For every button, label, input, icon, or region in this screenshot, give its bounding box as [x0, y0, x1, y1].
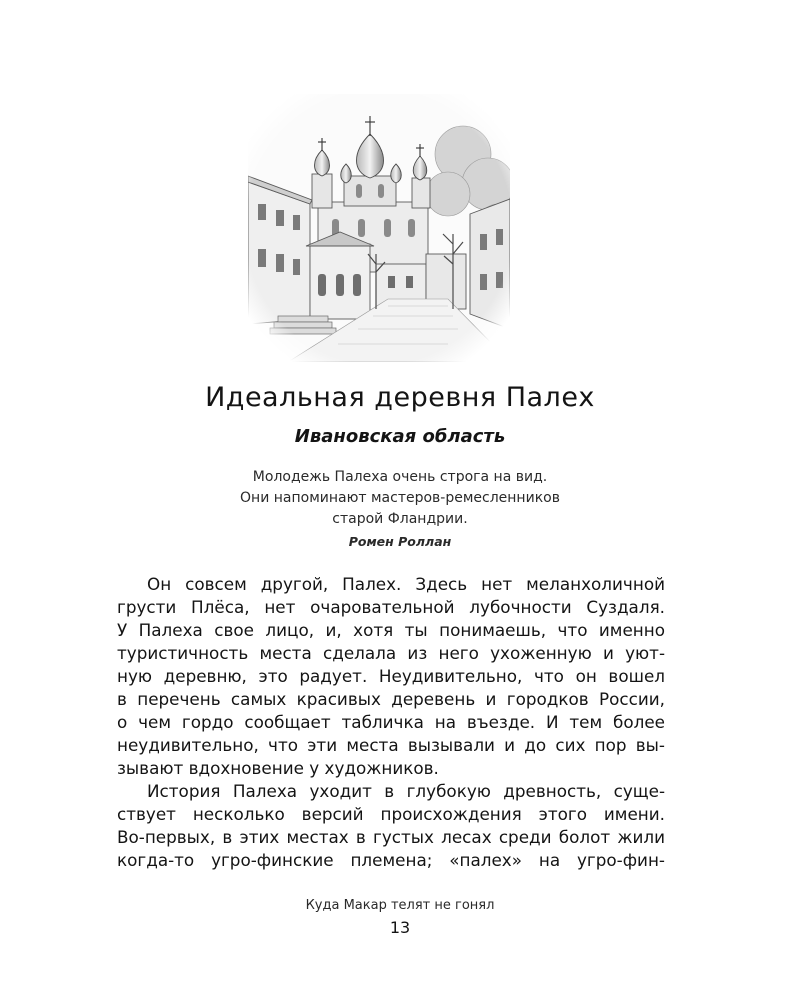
text-line: неудивительно, что эти места вызывали и до сих пор вы- [117, 735, 665, 755]
text-line: ную деревню, это радует. Неудивительно, что он вошел [117, 666, 665, 686]
text-line: Он совсем другой, Палех. Здесь нет меланхоличной [147, 574, 665, 594]
epigraph-line: Молодежь Палеха очень строга на вид. [252, 469, 548, 485]
text-line: История Палеха уходит в глубокую древность, суще- [147, 781, 665, 801]
village-church-illustration [248, 94, 510, 362]
chapter-title: Идеальная деревня Палех [205, 382, 595, 413]
text-line: зывают вдохновение у художников. [117, 758, 439, 778]
text-line: Во-первых, в этих местах в густых лесах среди болот жили [117, 827, 665, 847]
page-number: 13 [389, 918, 411, 937]
text-line: ствует несколько версий происхождения этого имени. [117, 804, 665, 824]
body-text [117, 573, 665, 872]
text-line: в перечень самых красивых деревень и городков России, [117, 689, 665, 709]
text-line: У Палеха свое лицо, и, хотя ты понимаешь, что именно [117, 620, 665, 640]
chapter-subtitle: Ивановская область [294, 426, 506, 447]
running-footer: Куда Макар телят не гонял [305, 898, 495, 913]
text-line: туристичность места сделала из него ухоженную и уют- [117, 643, 665, 663]
epigraph [0, 467, 800, 530]
epigraph-line: Они напоминают мастеров-ремесленников [240, 490, 560, 506]
text-line: когда-то угро-финские племена; «палех» на угро-фин- [117, 850, 665, 870]
text-line: о чем гордо сообщает табличка на въезде. И тем более [117, 712, 665, 732]
epigraph-line: старой Фландрии. [332, 511, 468, 527]
text-line: грусти Плёса, нет очаровательной лубочности Суздаля. [117, 597, 665, 617]
epigraph-author: Ромен Роллан [348, 534, 452, 549]
